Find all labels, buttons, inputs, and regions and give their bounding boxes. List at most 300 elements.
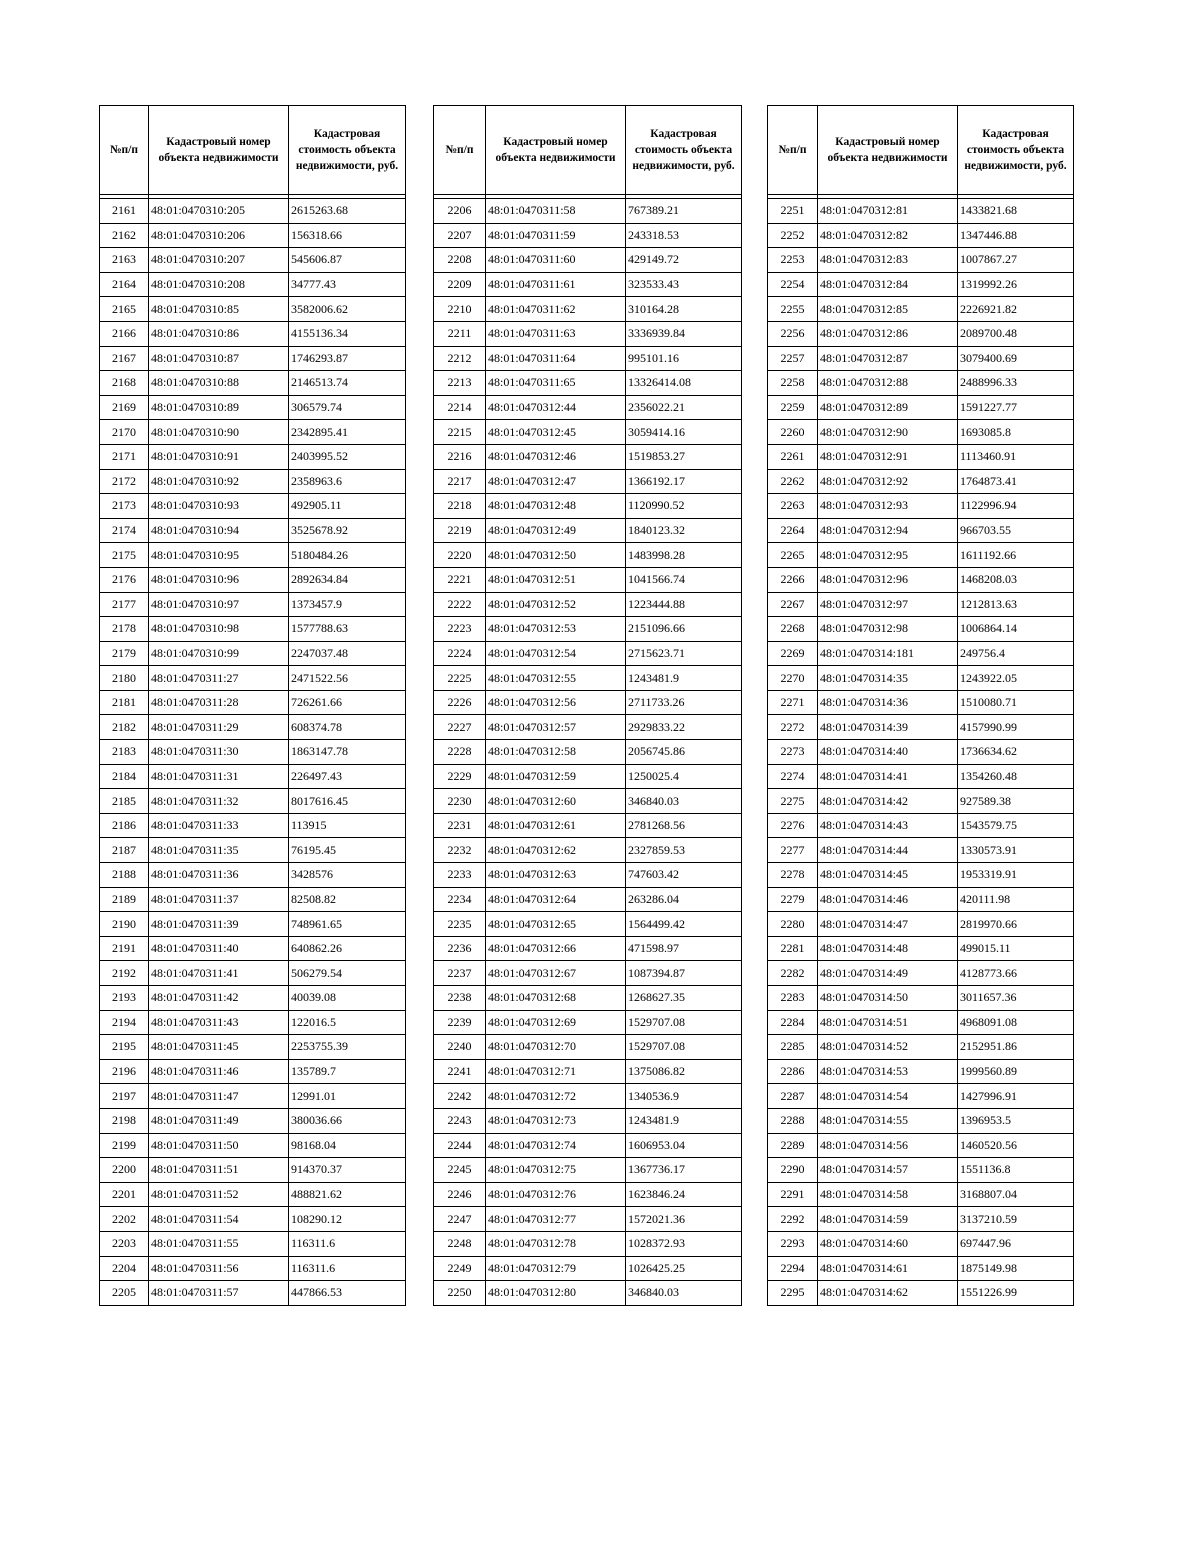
table-row	[434, 1133, 742, 1158]
cadastral-number: 48:01:0470311:55	[149, 1231, 289, 1256]
cadastral-value: 3137210.59	[958, 1207, 1074, 1232]
cadastral-value: 263286.04	[626, 887, 742, 912]
row-number: 2203	[100, 1231, 149, 1256]
cadastral-value: 927589.38	[958, 789, 1074, 814]
cadastral-number: 48:01:0470310:94	[149, 518, 289, 543]
row-number: 2213	[434, 371, 486, 396]
cadastral-number: 48:01:0470311:31	[149, 764, 289, 789]
table-row	[100, 1059, 406, 1084]
cadastral-number: 48:01:0470312:79	[486, 1256, 626, 1281]
row-number: 2205	[100, 1281, 149, 1306]
cadastral-number: 48:01:0470312:96	[818, 567, 958, 592]
cadastral-number: 48:01:0470311:29	[149, 715, 289, 740]
cadastral-value: 1483998.28	[626, 543, 742, 568]
cadastral-number: 48:01:0470314:47	[818, 912, 958, 937]
table-row	[768, 518, 1074, 543]
cadastral-number: 48:01:0470311:63	[486, 321, 626, 346]
cadastral-value: 306579.74	[289, 395, 406, 420]
cadastral-value: 4128773.66	[958, 961, 1074, 986]
cadastral-number: 48:01:0470310:95	[149, 543, 289, 568]
cadastral-number: 48:01:0470312:97	[818, 592, 958, 617]
cadastral-number: 48:01:0470311:33	[149, 813, 289, 838]
table-row	[100, 715, 406, 740]
cadastral-number: 48:01:0470311:60	[486, 248, 626, 273]
table-row	[100, 912, 406, 937]
cadastral-number: 48:01:0470312:68	[486, 986, 626, 1011]
cadastral-number: 48:01:0470312:45	[486, 420, 626, 445]
cadastral-number: 48:01:0470311:35	[149, 838, 289, 863]
row-number: 2219	[434, 518, 486, 543]
row-number: 2216	[434, 444, 486, 469]
row-number: 2254	[768, 272, 818, 297]
row-number: 2199	[100, 1133, 149, 1158]
row-number: 2233	[434, 863, 486, 888]
table-row	[768, 395, 1074, 420]
row-number: 2269	[768, 641, 818, 666]
table-row	[100, 666, 406, 691]
row-number: 2260	[768, 420, 818, 445]
cadastral-number: 48:01:0470312:47	[486, 469, 626, 494]
cadastral-value: 1746293.87	[289, 346, 406, 371]
row-number: 2173	[100, 494, 149, 519]
cadastral-value: 1347446.88	[958, 223, 1074, 248]
cadastral-value: 40039.08	[289, 986, 406, 1011]
cadastral-value: 3525678.92	[289, 518, 406, 543]
cadastral-value: 1564499.42	[626, 912, 742, 937]
header-num: №п/п	[434, 106, 486, 195]
row-number: 2262	[768, 469, 818, 494]
table-row	[768, 813, 1074, 838]
cadastral-value: 4968091.08	[958, 1010, 1074, 1035]
row-number: 2295	[768, 1281, 818, 1306]
cadastral-number: 48:01:0470312:52	[486, 592, 626, 617]
row-number: 2184	[100, 764, 149, 789]
cadastral-value: 1427996.91	[958, 1084, 1074, 1109]
row-number: 2190	[100, 912, 149, 937]
cadastral-value: 2247037.48	[289, 641, 406, 666]
cadastral-value: 1120990.52	[626, 494, 742, 519]
row-number: 2194	[100, 1010, 149, 1035]
row-number: 2170	[100, 420, 149, 445]
cadastral-value: 2151096.66	[626, 617, 742, 642]
row-number: 2282	[768, 961, 818, 986]
cadastral-number: 48:01:0470312:55	[486, 666, 626, 691]
cadastral-value: 2342895.41	[289, 420, 406, 445]
row-number: 2195	[100, 1035, 149, 1060]
cadastral-number: 48:01:0470314:57	[818, 1158, 958, 1183]
table-row	[768, 420, 1074, 445]
cadastral-number: 48:01:0470312:78	[486, 1231, 626, 1256]
row-number: 2186	[100, 813, 149, 838]
cadastral-value: 249756.4	[958, 641, 1074, 666]
cadastral-number: 48:01:0470314:42	[818, 789, 958, 814]
row-number: 2273	[768, 740, 818, 765]
cadastral-value: 1460520.56	[958, 1133, 1074, 1158]
cadastral-value: 2819970.66	[958, 912, 1074, 937]
row-number: 2207	[434, 223, 486, 248]
row-number: 2169	[100, 395, 149, 420]
table-row	[100, 592, 406, 617]
table-row	[434, 469, 742, 494]
row-number: 2250	[434, 1281, 486, 1306]
cadastral-value: 420111.98	[958, 887, 1074, 912]
table-row	[434, 297, 742, 322]
cadastral-number: 48:01:0470312:67	[486, 961, 626, 986]
cadastral-value: 3011657.36	[958, 986, 1074, 1011]
row-number: 2274	[768, 764, 818, 789]
cadastral-number: 48:01:0470311:64	[486, 346, 626, 371]
row-number: 2242	[434, 1084, 486, 1109]
row-number: 2280	[768, 912, 818, 937]
cadastral-number: 48:01:0470314:55	[818, 1108, 958, 1133]
cadastral-number: 48:01:0470310:91	[149, 444, 289, 469]
table-row	[100, 1133, 406, 1158]
row-number: 2172	[100, 469, 149, 494]
cadastral-value: 2929833.22	[626, 715, 742, 740]
cadastral-number: 48:01:0470311:30	[149, 740, 289, 765]
cadastral-value: 747603.42	[626, 863, 742, 888]
cadastral-value: 488821.62	[289, 1182, 406, 1207]
cadastral-value: 1510080.71	[958, 690, 1074, 715]
cadastral-value: 1591227.77	[958, 395, 1074, 420]
cadastral-number: 48:01:0470311:56	[149, 1256, 289, 1281]
cadastral-number: 48:01:0470310:86	[149, 321, 289, 346]
cadastral-number: 48:01:0470312:51	[486, 567, 626, 592]
table-row	[768, 1182, 1074, 1207]
row-number: 2243	[434, 1108, 486, 1133]
cadastral-number: 48:01:0470312:62	[486, 838, 626, 863]
cadastral-value: 2356022.21	[626, 395, 742, 420]
row-number: 2227	[434, 715, 486, 740]
row-number: 2248	[434, 1231, 486, 1256]
table-row	[768, 1281, 1074, 1306]
table-row	[100, 469, 406, 494]
cadastral-value: 2781268.56	[626, 813, 742, 838]
cadastral-value: 1113460.91	[958, 444, 1074, 469]
table-row	[100, 543, 406, 568]
row-number: 2191	[100, 936, 149, 961]
row-number: 2204	[100, 1256, 149, 1281]
cadastral-number: 48:01:0470312:50	[486, 543, 626, 568]
cadastral-value: 608374.78	[289, 715, 406, 740]
cadastral-number: 48:01:0470311:40	[149, 936, 289, 961]
table-row	[768, 1256, 1074, 1281]
cadastral-number: 48:01:0470310:97	[149, 592, 289, 617]
row-number: 2214	[434, 395, 486, 420]
table-row	[100, 395, 406, 420]
table-row	[768, 740, 1074, 765]
table-row	[768, 1133, 1074, 1158]
cadastral-value: 492905.11	[289, 494, 406, 519]
row-number: 2263	[768, 494, 818, 519]
cadastral-number: 48:01:0470311:42	[149, 986, 289, 1011]
cadastral-number: 48:01:0470311:58	[486, 199, 626, 224]
cadastral-value: 1340536.9	[626, 1084, 742, 1109]
table-row	[100, 1281, 406, 1306]
table-row	[100, 567, 406, 592]
cadastral-value: 1367736.17	[626, 1158, 742, 1183]
cadastral-number: 48:01:0470312:95	[818, 543, 958, 568]
cadastral-number: 48:01:0470314:46	[818, 887, 958, 912]
table-row	[768, 715, 1074, 740]
cadastral-value: 323533.43	[626, 272, 742, 297]
table-row	[100, 1207, 406, 1232]
table-row	[100, 961, 406, 986]
cadastral-value: 4157990.99	[958, 715, 1074, 740]
cadastral-number: 48:01:0470310:96	[149, 567, 289, 592]
cadastral-number: 48:01:0470311:54	[149, 1207, 289, 1232]
cadastral-number: 48:01:0470312:72	[486, 1084, 626, 1109]
cadastral-value: 1026425.25	[626, 1256, 742, 1281]
cadastral-value: 346840.03	[626, 789, 742, 814]
cadastral-value: 310164.28	[626, 297, 742, 322]
cadastral-number: 48:01:0470312:71	[486, 1059, 626, 1084]
cadastral-number: 48:01:0470312:48	[486, 494, 626, 519]
cadastral-value: 1319992.26	[958, 272, 1074, 297]
table-row	[434, 887, 742, 912]
cadastral-value: 1122996.94	[958, 494, 1074, 519]
cadastral-value: 1543579.75	[958, 813, 1074, 838]
table-row	[434, 986, 742, 1011]
table-row	[434, 395, 742, 420]
cadastral-value: 726261.66	[289, 690, 406, 715]
cadastral-value: 1243481.9	[626, 1108, 742, 1133]
table-row	[434, 1035, 742, 1060]
table-row	[768, 617, 1074, 642]
table-row	[100, 1108, 406, 1133]
table-row	[100, 838, 406, 863]
cadastral-value: 640862.26	[289, 936, 406, 961]
cadastral-value: 1529707.08	[626, 1035, 742, 1060]
table-row	[434, 1256, 742, 1281]
table-row	[434, 789, 742, 814]
table-header-row	[100, 106, 406, 195]
cadastral-value: 1041566.74	[626, 567, 742, 592]
cadastral-value: 1953319.91	[958, 863, 1074, 888]
cadastral-number: 48:01:0470310:205	[149, 199, 289, 224]
row-number: 2210	[434, 297, 486, 322]
row-number: 2230	[434, 789, 486, 814]
cadastral-number: 48:01:0470312:46	[486, 444, 626, 469]
cadastral-value: 429149.72	[626, 248, 742, 273]
table-row	[434, 272, 742, 297]
cadastral-value: 1999560.89	[958, 1059, 1074, 1084]
cadastral-value: 1373457.9	[289, 592, 406, 617]
cadastral-number: 48:01:0470312:54	[486, 641, 626, 666]
row-number: 2241	[434, 1059, 486, 1084]
cadastral-value: 3059414.16	[626, 420, 742, 445]
row-number: 2293	[768, 1231, 818, 1256]
row-number: 2270	[768, 666, 818, 691]
row-number: 2292	[768, 1207, 818, 1232]
cadastral-value: 4155136.34	[289, 321, 406, 346]
cadastral-number: 48:01:0470314:54	[818, 1084, 958, 1109]
header-cadastral: Кадастровый номер объекта недвижимости	[149, 106, 289, 195]
row-number: 2168	[100, 371, 149, 396]
row-number: 2244	[434, 1133, 486, 1158]
cadastral-value: 2226921.82	[958, 297, 1074, 322]
cadastral-value: 2327859.53	[626, 838, 742, 863]
table-row	[768, 961, 1074, 986]
cadastral-number: 48:01:0470314:48	[818, 936, 958, 961]
row-number: 2196	[100, 1059, 149, 1084]
cadastral-value: 2089700.48	[958, 321, 1074, 346]
cadastral-value: 1006864.14	[958, 617, 1074, 642]
cadastral-value: 226497.43	[289, 764, 406, 789]
table-row	[434, 740, 742, 765]
row-number: 2286	[768, 1059, 818, 1084]
table-row	[434, 223, 742, 248]
table-row	[768, 469, 1074, 494]
row-number: 2253	[768, 248, 818, 273]
table-row	[768, 1231, 1074, 1256]
row-number: 2234	[434, 887, 486, 912]
cadastral-number: 48:01:0470311:41	[149, 961, 289, 986]
row-number: 2188	[100, 863, 149, 888]
row-number: 2271	[768, 690, 818, 715]
cadastral-number: 48:01:0470312:65	[486, 912, 626, 937]
cadastral-number: 48:01:0470312:64	[486, 887, 626, 912]
row-number: 2240	[434, 1035, 486, 1060]
row-number: 2197	[100, 1084, 149, 1109]
cadastral-value: 3428576	[289, 863, 406, 888]
table-row	[100, 1256, 406, 1281]
table-row	[434, 912, 742, 937]
table-row	[768, 1108, 1074, 1133]
row-number: 2264	[768, 518, 818, 543]
cadastral-number: 48:01:0470312:70	[486, 1035, 626, 1060]
row-number: 2266	[768, 567, 818, 592]
cadastral-number: 48:01:0470311:45	[149, 1035, 289, 1060]
cadastral-number: 48:01:0470314:45	[818, 863, 958, 888]
table-row	[768, 666, 1074, 691]
table-row	[768, 912, 1074, 937]
cadastral-number: 48:01:0470312:76	[486, 1182, 626, 1207]
cadastral-number: 48:01:0470311:61	[486, 272, 626, 297]
table-row	[434, 420, 742, 445]
cadastral-number: 48:01:0470312:61	[486, 813, 626, 838]
cadastral-value: 3079400.69	[958, 346, 1074, 371]
cadastral-value: 1223444.88	[626, 592, 742, 617]
row-number: 2223	[434, 617, 486, 642]
cadastral-value: 1007867.27	[958, 248, 1074, 273]
cadastral-number: 48:01:0470311:32	[149, 789, 289, 814]
table-row	[434, 199, 742, 224]
cadastral-number: 48:01:0470311:50	[149, 1133, 289, 1158]
row-number: 2162	[100, 223, 149, 248]
row-number: 2268	[768, 617, 818, 642]
cadastral-number: 48:01:0470311:27	[149, 666, 289, 691]
table-row	[100, 887, 406, 912]
table-row	[768, 1059, 1074, 1084]
cadastral-value: 1468208.03	[958, 567, 1074, 592]
row-number: 2267	[768, 592, 818, 617]
table-row	[100, 272, 406, 297]
row-number: 2281	[768, 936, 818, 961]
cadastral-value: 1250025.4	[626, 764, 742, 789]
cadastral-number: 48:01:0470311:39	[149, 912, 289, 937]
table-row	[434, 863, 742, 888]
cadastral-number: 48:01:0470312:94	[818, 518, 958, 543]
cadastral-value: 243318.53	[626, 223, 742, 248]
row-number: 2276	[768, 813, 818, 838]
table-row	[434, 592, 742, 617]
table-row	[100, 297, 406, 322]
table-row	[768, 321, 1074, 346]
row-number: 2220	[434, 543, 486, 568]
cadastral-number: 48:01:0470310:206	[149, 223, 289, 248]
cadastral-value: 2056745.86	[626, 740, 742, 765]
table-row	[434, 444, 742, 469]
row-number: 2222	[434, 592, 486, 617]
cadastral-value: 1551226.99	[958, 1281, 1074, 1306]
cadastral-number: 48:01:0470312:69	[486, 1010, 626, 1035]
cadastral-number: 48:01:0470310:99	[149, 641, 289, 666]
table-row	[100, 986, 406, 1011]
table-row	[768, 1158, 1074, 1183]
cadastral-value: 499015.11	[958, 936, 1074, 961]
cadastral-value: 447866.53	[289, 1281, 406, 1306]
cadastral-number: 48:01:0470312:44	[486, 395, 626, 420]
cadastral-number: 48:01:0470314:44	[818, 838, 958, 863]
cadastral-value: 1764873.41	[958, 469, 1074, 494]
cadastral-number: 48:01:0470312:85	[818, 297, 958, 322]
table-row	[100, 494, 406, 519]
table-row	[768, 986, 1074, 1011]
row-number: 2256	[768, 321, 818, 346]
cadastral-number: 48:01:0470314:62	[818, 1281, 958, 1306]
row-number: 2212	[434, 346, 486, 371]
cadastral-value: 1606953.04	[626, 1133, 742, 1158]
row-number: 2251	[768, 199, 818, 224]
cadastral-number: 48:01:0470312:82	[818, 223, 958, 248]
cadastral-number: 48:01:0470311:28	[149, 690, 289, 715]
table-row	[768, 371, 1074, 396]
cadastral-value: 1611192.66	[958, 543, 1074, 568]
table-row	[434, 371, 742, 396]
cadastral-value: 2715623.71	[626, 641, 742, 666]
cadastral-value: 1875149.98	[958, 1256, 1074, 1281]
row-number: 2182	[100, 715, 149, 740]
header-value: Кадастровая стоимость объекта недвижимости, руб.	[958, 106, 1074, 195]
row-number: 2221	[434, 567, 486, 592]
cadastral-number: 48:01:0470310:89	[149, 395, 289, 420]
cadastral-number: 48:01:0470312:57	[486, 715, 626, 740]
cadastral-number: 48:01:0470314:181	[818, 641, 958, 666]
table-row	[768, 592, 1074, 617]
table-row	[768, 297, 1074, 322]
cadastral-value: 5180484.26	[289, 543, 406, 568]
cadastral-value: 122016.5	[289, 1010, 406, 1035]
row-number: 2225	[434, 666, 486, 691]
cadastral-number: 48:01:0470312:53	[486, 617, 626, 642]
table-row	[768, 1035, 1074, 1060]
row-number: 2229	[434, 764, 486, 789]
table-row	[768, 223, 1074, 248]
cadastral-value: 156318.66	[289, 223, 406, 248]
cadastral-value: 545606.87	[289, 248, 406, 273]
cadastral-value: 2711733.26	[626, 690, 742, 715]
cadastral-value: 1840123.32	[626, 518, 742, 543]
row-number: 2183	[100, 740, 149, 765]
cadastral-number: 48:01:0470310:93	[149, 494, 289, 519]
table-row	[768, 199, 1074, 224]
table-row	[434, 248, 742, 273]
cadastral-value: 346840.03	[626, 1281, 742, 1306]
table-row	[434, 961, 742, 986]
cadastral-number: 48:01:0470311:51	[149, 1158, 289, 1183]
row-number: 2215	[434, 420, 486, 445]
